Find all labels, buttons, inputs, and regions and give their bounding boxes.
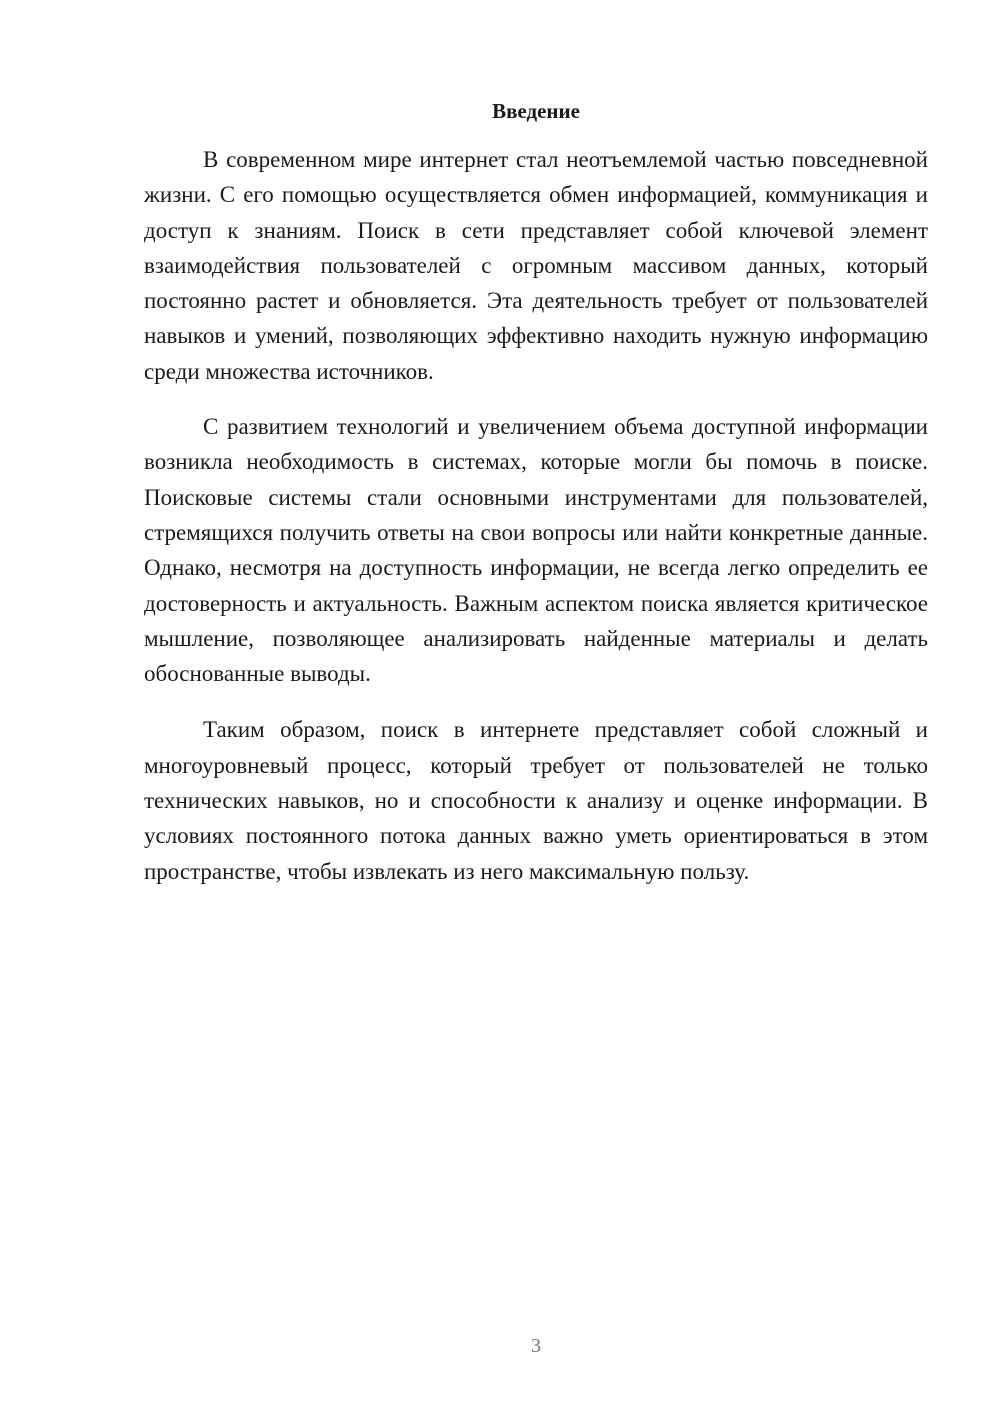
page-number: 3 — [531, 1335, 541, 1357]
page-title: Введение — [492, 99, 580, 123]
paragraph-3: Таким образом, поиск в интернете представляет собой сложный и многоуровневый процесс, который требует от пользователей не только технических навыков, но и способности к анализу и оценке информации. В условиях постоянного потока данных важно уметь ориентироваться в этом пространстве, чтобы извлекать из него максимальную пользу. — [144, 717, 928, 884]
document-body — [144, 142, 928, 889]
paragraph-2: С развитием технологий и увеличением объема доступной информации возникла необходимость в системах, которые могли бы помочь в поиске. Поисковые системы стали основными инструментами для пользователей, стремящихся получить ответы на свои вопросы или найти конкретные данные. Однако, несмотря на доступность информации, не всегда легко определить ее достоверность и актуальность. Важным аспектом поиска является критическое мышление, позволяющее анализировать найденные материалы и делать обоснованные выводы. — [144, 414, 928, 687]
paragraph-1: В современном мире интернет стал неотъемлемой частью повседневной жизни. С его помощью осуществляется обмен информацией, коммуникация и доступ к знаниям. Поиск в сети представляет собой ключевой элемент взаимодействия пользователей с огромным массивом данных, который постоянно растет и обновляется. Эта деятельность требует от пользователей навыков и умений, позволяющих эффективно находить нужную информацию среди множества источников. — [144, 147, 928, 384]
